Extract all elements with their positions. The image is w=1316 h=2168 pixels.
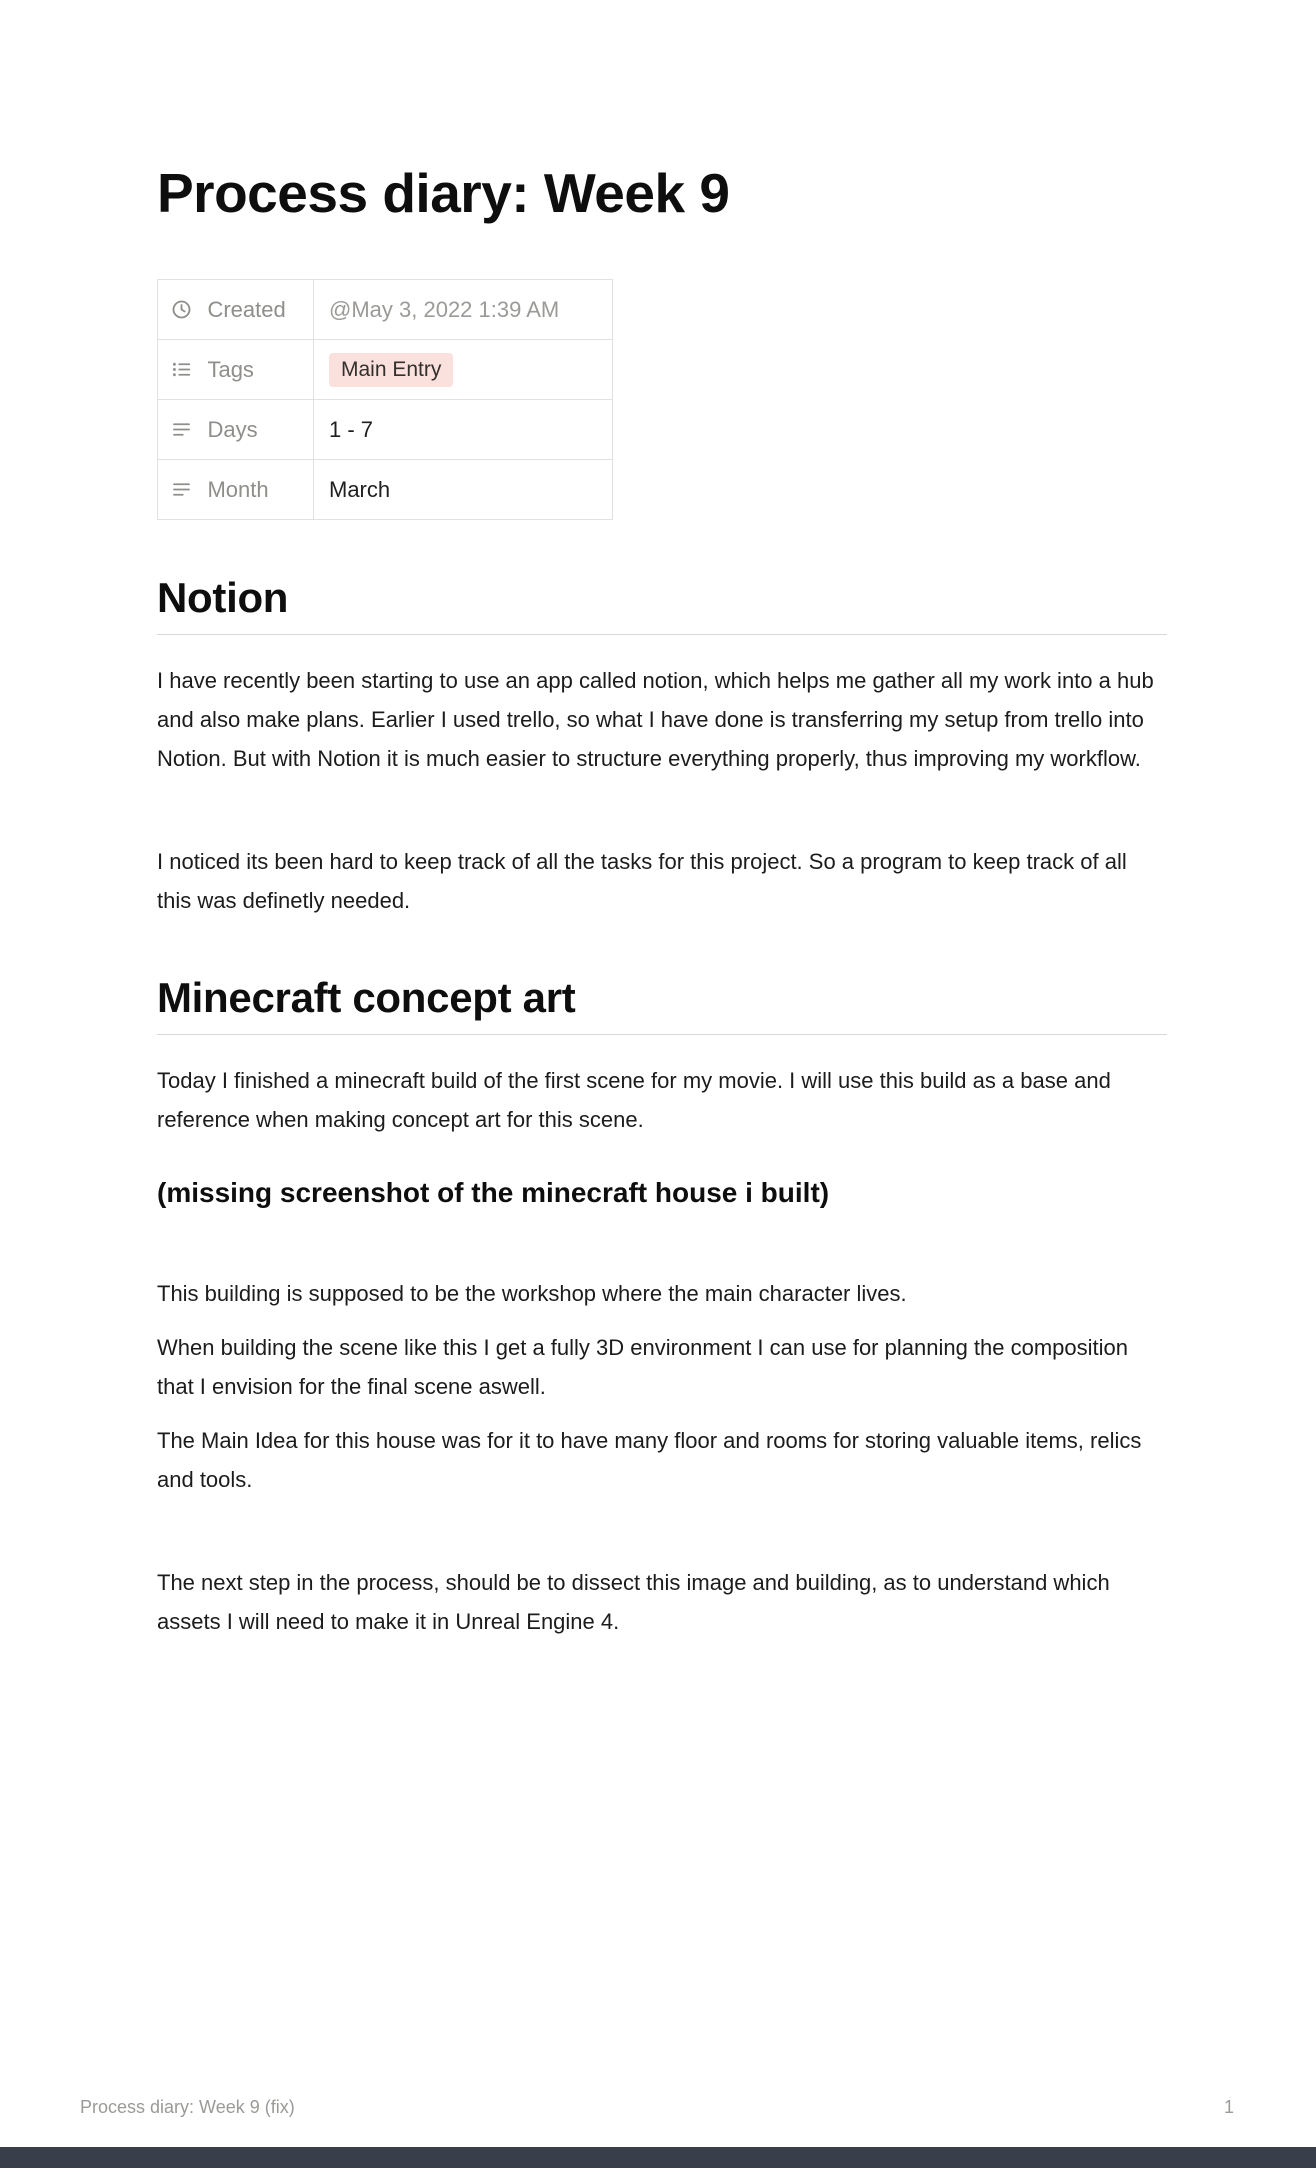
section-notion — [157, 574, 1167, 920]
paragraph: I noticed its been hard to keep track of all the tasks for this project. So a program to keep track of all this was definetly needed. — [157, 849, 1127, 914]
property-label: Tags — [207, 356, 254, 382]
footer-page-number: 1 — [1223, 2097, 1234, 2117]
section-heading-notion: Notion — [157, 574, 1167, 635]
section-heading-minecraft: Minecraft concept art — [157, 974, 1167, 1035]
paragraph: Today I finished a minecraft build of the first scene for my movie. I will use this build as a base and reference when making concept art for this scene. — [157, 1068, 1111, 1133]
property-value-days: 1 - 7 — [314, 400, 613, 460]
page-title: Process diary: Week 9 — [157, 162, 730, 224]
property-label: Created — [207, 296, 286, 322]
tag-badge: Main Entry — [329, 353, 453, 387]
subheading-missing-screenshot: (missing screenshot of the minecraft house i built) — [157, 1177, 830, 1209]
properties-table — [157, 279, 613, 520]
property-row-tags — [158, 340, 613, 400]
footer-document-title: Process diary: Week 9 (fix) — [80, 2097, 295, 2117]
page-footer — [0, 2097, 1316, 2118]
bottom-bar — [0, 2147, 1316, 2168]
paragraph: This building is supposed to be the workshop where the main character lives. — [157, 1281, 907, 1307]
paragraph: The Main Idea for this house was for it to have many floor and rooms for storing valuable items, relics and tools. — [157, 1428, 1142, 1493]
bulleted-list-icon — [171, 359, 192, 380]
property-value-created: @May 3, 2022 1:39 AM — [314, 280, 613, 340]
property-row-created — [158, 280, 613, 340]
paragraph: The next step in the process, should be to dissect this image and building, as to understand which assets I will need to make it in Unreal Engine 4. — [157, 1570, 1110, 1635]
property-label: Month — [207, 476, 269, 502]
text-lines-icon — [171, 479, 192, 500]
property-value-month: March — [314, 460, 613, 520]
property-label: Days — [207, 416, 258, 442]
property-row-month — [158, 460, 613, 520]
text-lines-icon — [171, 419, 192, 440]
section-minecraft-concept-art — [157, 974, 1167, 1641]
property-row-days — [158, 400, 613, 460]
paragraph: When building the scene like this I get a fully 3D environment I can use for planning the composition that I envision for the final scene aswell. — [157, 1335, 1128, 1400]
clock-icon — [171, 299, 192, 320]
paragraph: I have recently been starting to use an app called notion, which helps me gather all my work into a hub and also make plans. Earlier I used trello, so what I have done is transferring my setup from trello into Notion. But with Notion it is much easier to structure everything properly, thus improving my workflow. — [157, 668, 1154, 772]
